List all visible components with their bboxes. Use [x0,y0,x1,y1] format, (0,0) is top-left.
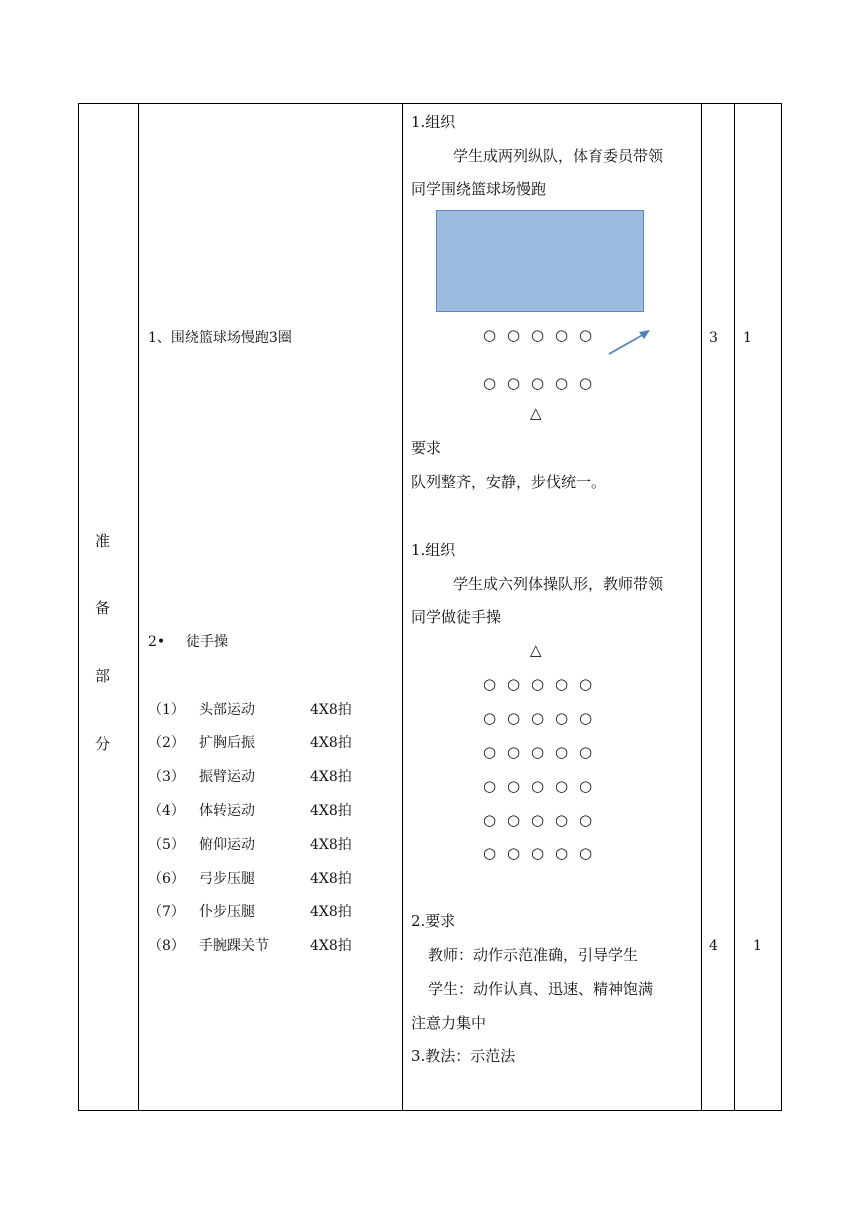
student-circle-icon: ○ [578,777,593,795]
student-row [482,745,593,760]
exercise-count: 4X8拍 [310,702,352,718]
exercise-name: 弓步压腿 [199,871,255,887]
table-border-bottom [78,1110,782,1111]
teacher-triangle-icon: △ [530,404,542,422]
student-circle-icon: ○ [554,709,569,727]
exercise-name: 体转运动 [199,803,255,819]
requirement-heading: 2.要求 [411,912,456,930]
exercise-count: 4X8拍 [310,904,352,920]
student-circle-icon: ○ [554,844,569,862]
student-circle-icon: ○ [554,777,569,795]
row2-count: 1 [753,938,762,954]
exercise-count: 4X8拍 [310,803,352,819]
section-label-char: 备 [95,599,111,617]
student-circle-icon: ○ [578,844,593,862]
student-circle-icon: ○ [530,811,545,829]
student-circle-icon: ○ [506,743,521,761]
requirement-teacher: 教师：动作示范准确，引导学生 [428,946,639,964]
student-row [482,677,593,692]
student-circle-icon: ○ [506,675,521,693]
exercise-count: 4X8拍 [310,938,352,954]
student-circle-icon: ○ [482,844,497,862]
student-circle-icon: ○ [530,743,545,761]
exercise-count: 4X8拍 [310,769,352,785]
requirement-student-continued: 注意力集中 [411,1014,487,1032]
student-circle-icon: ○ [578,326,593,344]
student-circle-icon: ○ [482,777,497,795]
student-circle-icon: ○ [530,675,545,693]
student-circle-icon: ○ [506,844,521,862]
student-row [482,328,593,343]
item-exercise-number: 2• [148,634,166,650]
item-jogging: 1、围绕篮球场慢跑3圈 [148,330,292,346]
student-row [482,846,593,861]
student-circle-icon: ○ [482,326,497,344]
table-border-right [781,103,782,1111]
exercise-name: 仆步压腿 [199,904,255,920]
org-description-line: 同学做徒手操 [411,608,502,626]
exercise-count: 4X8拍 [310,871,352,887]
student-circle-icon: ○ [482,374,497,392]
table-border-top [78,103,782,104]
exercise-name: 俯仰运动 [199,837,255,853]
student-circle-icon: ○ [554,326,569,344]
row1-time: 3 [709,330,718,346]
column-divider-3 [701,103,702,1111]
student-circle-icon: ○ [578,675,593,693]
org-heading: 1.组织 [411,541,456,559]
student-circle-icon: ○ [506,709,521,727]
exercise-number: （6） [148,871,185,887]
column-divider-4 [734,103,735,1111]
column-divider-2 [402,103,403,1111]
requirement-student: 学生：动作认真、迅速、精神饱满 [428,980,654,998]
exercise-number: （1） [148,702,185,718]
student-circle-icon: ○ [530,326,545,344]
exercise-number: （3） [148,769,185,785]
student-row [482,779,593,794]
student-circle-icon: ○ [482,709,497,727]
student-circle-icon: ○ [578,709,593,727]
org-description-line: 学生成两列纵队，体育委员带领 [453,147,664,165]
running-direction-arrow-icon [606,326,654,358]
student-circle-icon: ○ [506,777,521,795]
student-circle-icon: ○ [506,326,521,344]
teacher-triangle-icon: △ [530,641,542,659]
exercise-count: 4X8拍 [310,837,352,853]
student-circle-icon: ○ [554,811,569,829]
exercise-number: （7） [148,904,185,920]
student-circle-icon: ○ [530,374,545,392]
exercise-count: 4X8拍 [310,735,352,751]
teaching-method: 3.教法：示范法 [411,1047,516,1065]
student-circle-icon: ○ [554,374,569,392]
student-circle-icon: ○ [554,675,569,693]
exercise-name: 手腕踝关节 [199,938,269,954]
org-heading: 1.组织 [411,113,456,131]
section-label-char: 分 [95,735,111,753]
exercise-number: （5） [148,837,185,853]
student-circle-icon: ○ [482,675,497,693]
student-circle-icon: ○ [482,811,497,829]
org-description-line: 同学围绕篮球场慢跑 [411,180,547,198]
student-circle-icon: ○ [530,709,545,727]
basketball-court [436,210,644,312]
student-circle-icon: ○ [578,743,593,761]
exercise-name: 头部运动 [199,702,255,718]
student-row [482,376,593,391]
row2-time: 4 [709,938,718,954]
student-circle-icon: ○ [578,811,593,829]
student-circle-icon: ○ [578,374,593,392]
student-circle-icon: ○ [506,374,521,392]
student-circle-icon: ○ [530,844,545,862]
section-label-char: 部 [95,667,111,685]
table-border-left [78,103,79,1111]
exercise-name: 扩胸后振 [199,735,255,751]
section-label-char: 准 [95,532,111,550]
student-circle-icon: ○ [482,743,497,761]
exercise-number: （4） [148,803,185,819]
student-row [482,711,593,726]
column-divider-1 [138,103,139,1111]
exercise-number: （8） [148,938,185,954]
row1-count: 1 [743,330,752,346]
requirement-heading: 要求 [411,439,442,457]
item-exercise-title: 徒手操 [186,634,228,650]
org-description-line: 学生成六列体操队形，教师带领 [453,575,664,593]
student-row [482,813,593,828]
student-circle-icon: ○ [506,811,521,829]
exercise-name: 振臂运动 [199,769,255,785]
student-circle-icon: ○ [530,777,545,795]
exercise-number: （2） [148,735,185,751]
requirement-text: 队列整齐，安静，步伐统一。 [411,473,607,491]
student-circle-icon: ○ [554,743,569,761]
